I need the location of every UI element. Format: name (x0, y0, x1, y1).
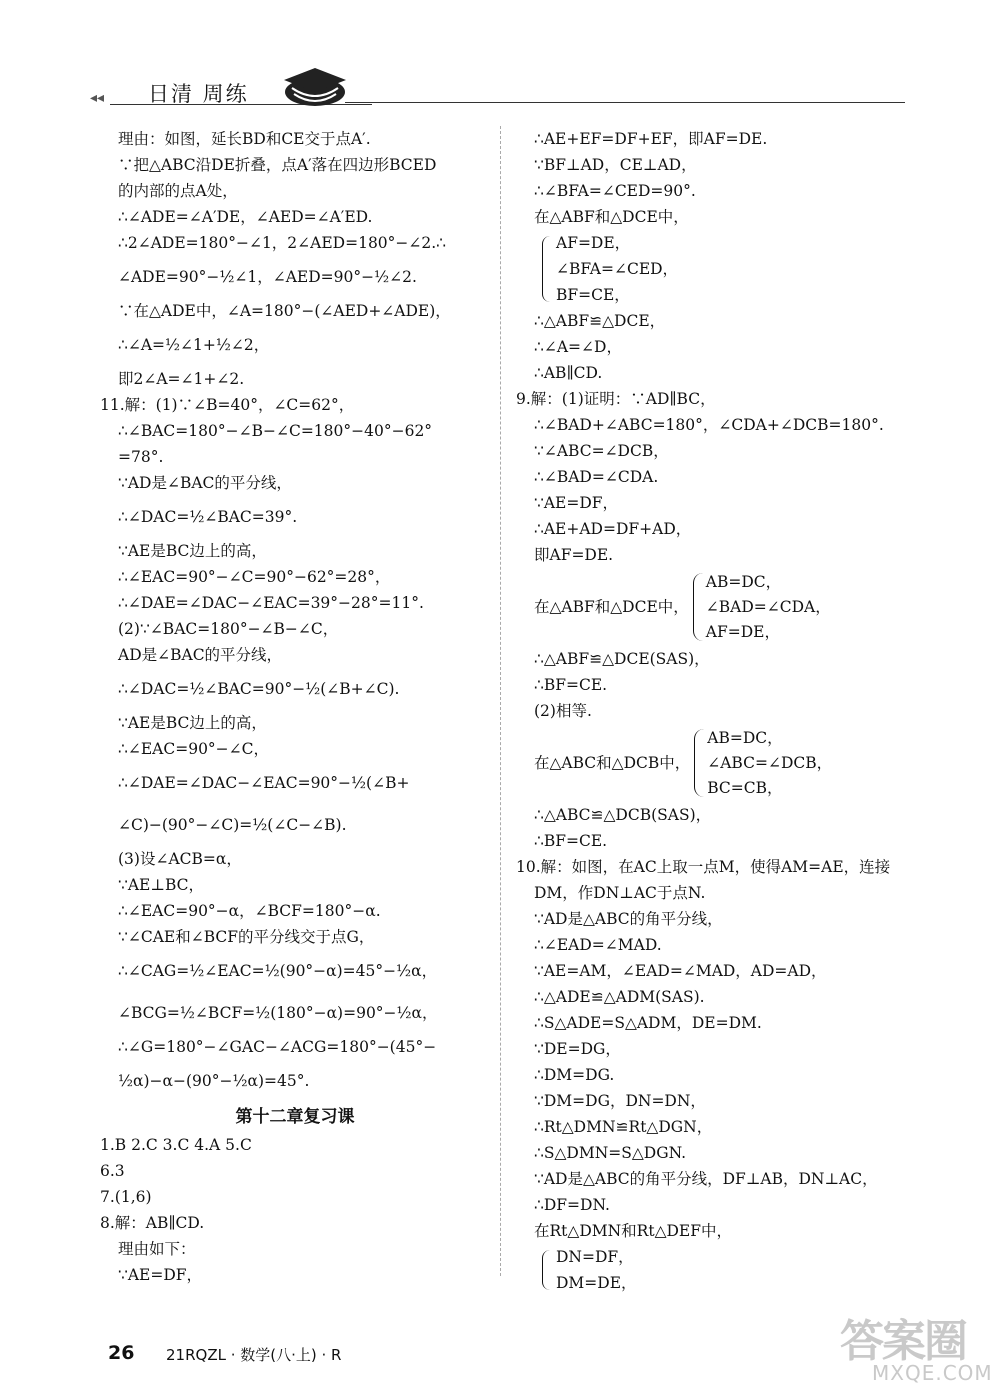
text-line: ∴∠BAD=∠CDA. (534, 468, 659, 486)
text-line: ∴S△DMN=S△DGN. (534, 1144, 687, 1162)
text-line: ∠C)−(90°−∠C)=½(∠C−∠B). (118, 816, 347, 834)
text-line: 即2∠A=∠1+∠2. (118, 370, 245, 388)
text-line: DM，作DN⊥AC于点N. (534, 884, 706, 902)
header-rule-right (345, 102, 905, 103)
system-prefix: 在△ABF和△DCE中， (534, 598, 689, 616)
system-row: ∠BFA=∠CED， (556, 260, 679, 278)
arrow-icon: ◂◂ (90, 90, 105, 106)
system-row: ∠BAD=∠CDA， (705, 597, 831, 616)
answer-line: 1.B 2.C 3.C 4.A 5.C (100, 1136, 252, 1154)
text-line: ∴Rt△DMN≌Rt△DGN， (534, 1118, 713, 1136)
text-line: ∴∠G=180°−∠GAC−∠ACG=180°−(45°− (118, 1038, 437, 1056)
text-line: 9.解：(1)证明：∵AD∥BC， (516, 390, 716, 408)
text-line: 在△ABF和△DCE中， (534, 208, 689, 226)
system-row: DM=DE， (556, 1274, 637, 1292)
text-line: ∴△ABC≌△DCB(SAS)， (534, 806, 712, 824)
system-prefix: 在△ABC和△DCB中， (534, 754, 691, 772)
text-line: ∴∠EAC=90°−∠C=90°−62°=28°， (118, 568, 391, 586)
text-line: ∴∠EAD=∠MAD. (534, 936, 662, 954)
page-footer (108, 1342, 342, 1364)
page-number: 26 (108, 1342, 135, 1364)
text-line: ∵AD是△ABC的角平分线，DF⊥AB，DN⊥AC， (534, 1170, 878, 1188)
text-line: ∴AE+EF=DF+EF，即AF=DE. (534, 130, 768, 148)
answer-line: 理由如下： (118, 1240, 196, 1258)
brace (693, 573, 704, 641)
watermark (840, 1305, 993, 1385)
brace (694, 729, 705, 797)
text-line: ∵AE是BC边上的高， (118, 542, 267, 560)
equation-system (534, 230, 916, 308)
header-title: 日清 周练 (148, 82, 249, 106)
text-line: ½α)−α−(90°−½α)=45°. (118, 1072, 310, 1090)
page-header (90, 72, 910, 112)
text-line: ∠BCG=½∠BCF=½(180°−α)=90°−½α， (118, 1004, 438, 1022)
text-line: ∴∠BFA=∠CED=90°. (534, 182, 696, 200)
text-line: (2)∵∠BAC=180°−∠B−∠C， (118, 620, 339, 638)
text-line: ∵AD是△ABC的角平分线， (534, 910, 723, 928)
text-line: ∵AE=DF， (534, 494, 619, 512)
watermark-text: 答案圈 (840, 1316, 966, 1367)
text-line: ∴S△ADE=S△ADM，DE=DM. (534, 1014, 762, 1032)
column-divider (500, 126, 501, 1276)
text-line: ∵BF⊥AD，CE⊥AD， (534, 156, 697, 174)
text-line: =78°. (118, 448, 164, 466)
answer-line: 8.解：AB∥CD. (100, 1214, 205, 1232)
text-line: ∠ADE=90°−½∠1，∠AED=90°−½∠2. (118, 268, 417, 286)
text-line: ∵DE=DG， (534, 1040, 621, 1058)
text-line: 10.解：如图，在AC上取一点M，使得AM=AE，连接 (516, 858, 891, 876)
text-line: 即AF=DE. (534, 546, 614, 564)
answer-line: 6.3 (100, 1162, 125, 1180)
text-line: ∵把△ABC沿DE折叠，点A′落在四边形BCED (118, 156, 437, 174)
equation-system (516, 568, 916, 646)
text-line: ∴∠A=½∠1+½∠2， (118, 336, 270, 354)
book-code: 21RQZL · 数学(八·上) · R (166, 1346, 342, 1364)
text-line: ∴AE+AD=DF+AD， (534, 520, 692, 538)
system-row: AB=DC， (705, 572, 782, 591)
system-row: BF=CE， (556, 286, 630, 304)
text-line: ∴BF=CE. (534, 832, 608, 850)
text-line: ∴∠A=∠D， (534, 338, 622, 356)
text-line: 在Rt△DMN和Rt△DEF中， (534, 1222, 732, 1240)
equation-system (516, 724, 916, 802)
system-row: BC=CB， (707, 778, 783, 797)
text-line: ∴∠ADE=∠A′DE，∠AED=∠A′ED. (118, 208, 373, 226)
text-line: ∵AE⊥BC， (118, 876, 204, 894)
text-line: ∴DM=DG. (534, 1066, 615, 1084)
system-row: AF=DE， (705, 622, 780, 641)
text-line: 11.解：(1)∵∠B=40°，∠C=62°， (100, 396, 355, 414)
text-line: ∴∠DAC=½∠BAC=39°. (118, 508, 298, 526)
text-line: ∴∠DAC=½∠BAC=90°−½(∠B+∠C). (118, 680, 400, 698)
text-line: (3)设∠ACB=α， (118, 850, 242, 868)
text-line: ∴∠DAE=∠DAC−∠EAC=90°−½(∠B+ (118, 774, 410, 792)
text-line: 理由：如图，延长BD和CE交于点A′. (118, 130, 371, 148)
text-line: ∴DF=DN. (534, 1196, 610, 1214)
answer-line: ∵AE=DF， (118, 1266, 203, 1284)
text-line: (2)相等. (534, 702, 592, 720)
text-line: ∴∠BAD+∠ABC=180°，∠CDA+∠DCB=180°. (534, 416, 884, 434)
text-line: ∵∠ABC=∠DCB， (534, 442, 669, 460)
equation-system (534, 1244, 916, 1296)
text-line: ∴△ABF≌△DCE(SAS)， (534, 650, 710, 668)
right-column (516, 126, 916, 1296)
answer-line: 7.(1,6) (100, 1188, 152, 1206)
system-row: DN=DF， (556, 1248, 634, 1266)
text-line: ∵在△ADE中，∠A=180°−(∠AED+∠ADE)， (118, 302, 451, 320)
text-line: ∴∠CAG=½∠EAC=½(90°−α)=45°−½α， (118, 962, 438, 980)
text-line: ∵DM=DG，DN=DN， (534, 1092, 706, 1110)
section-title: 第十二章复习课 (235, 1107, 355, 1127)
text-line: ∴∠EAC=90°−α，∠BCF=180°−α. (118, 902, 381, 920)
text-line: ∴△ADE≌△ADM(SAS). (534, 988, 705, 1006)
text-line: AD是∠BAC的平分线， (118, 646, 283, 664)
watermark-url: MXQE.COM (872, 1361, 993, 1385)
system-row: AB=DC， (707, 728, 783, 747)
text-line: ∵AE=AM，∠EAD=∠MAD，AD=AD， (534, 962, 827, 980)
text-line: ∵∠CAE和∠BCF的平分线交于点G， (118, 928, 375, 946)
text-line: ∴AB∥CD. (534, 364, 603, 382)
left-column (100, 126, 490, 1288)
system-row: AF=DE， (556, 234, 631, 252)
graduation-cap-icon (280, 64, 350, 110)
system-row: ∠ABC=∠DCB， (707, 753, 833, 772)
text-line: ∵AD是∠BAC的平分线， (118, 474, 292, 492)
text-line: ∴2∠ADE=180°−∠1，2∠AED=180°−∠2.∴ (118, 234, 447, 252)
text-line: ∴BF=CE. (534, 676, 608, 694)
text-line: ∴∠BAC=180°−∠B−∠C=180°−40°−62° (118, 422, 433, 440)
text-line: ∴△ABF≌△DCE， (534, 312, 666, 330)
text-line: 的内部的点A处， (118, 182, 238, 200)
text-line: ∴∠DAE=∠DAC−∠EAC=39°−28°=11°. (118, 594, 424, 612)
text-line: ∵AE是BC边上的高， (118, 714, 267, 732)
text-line: ∴∠EAC=90°−∠C， (118, 740, 270, 758)
